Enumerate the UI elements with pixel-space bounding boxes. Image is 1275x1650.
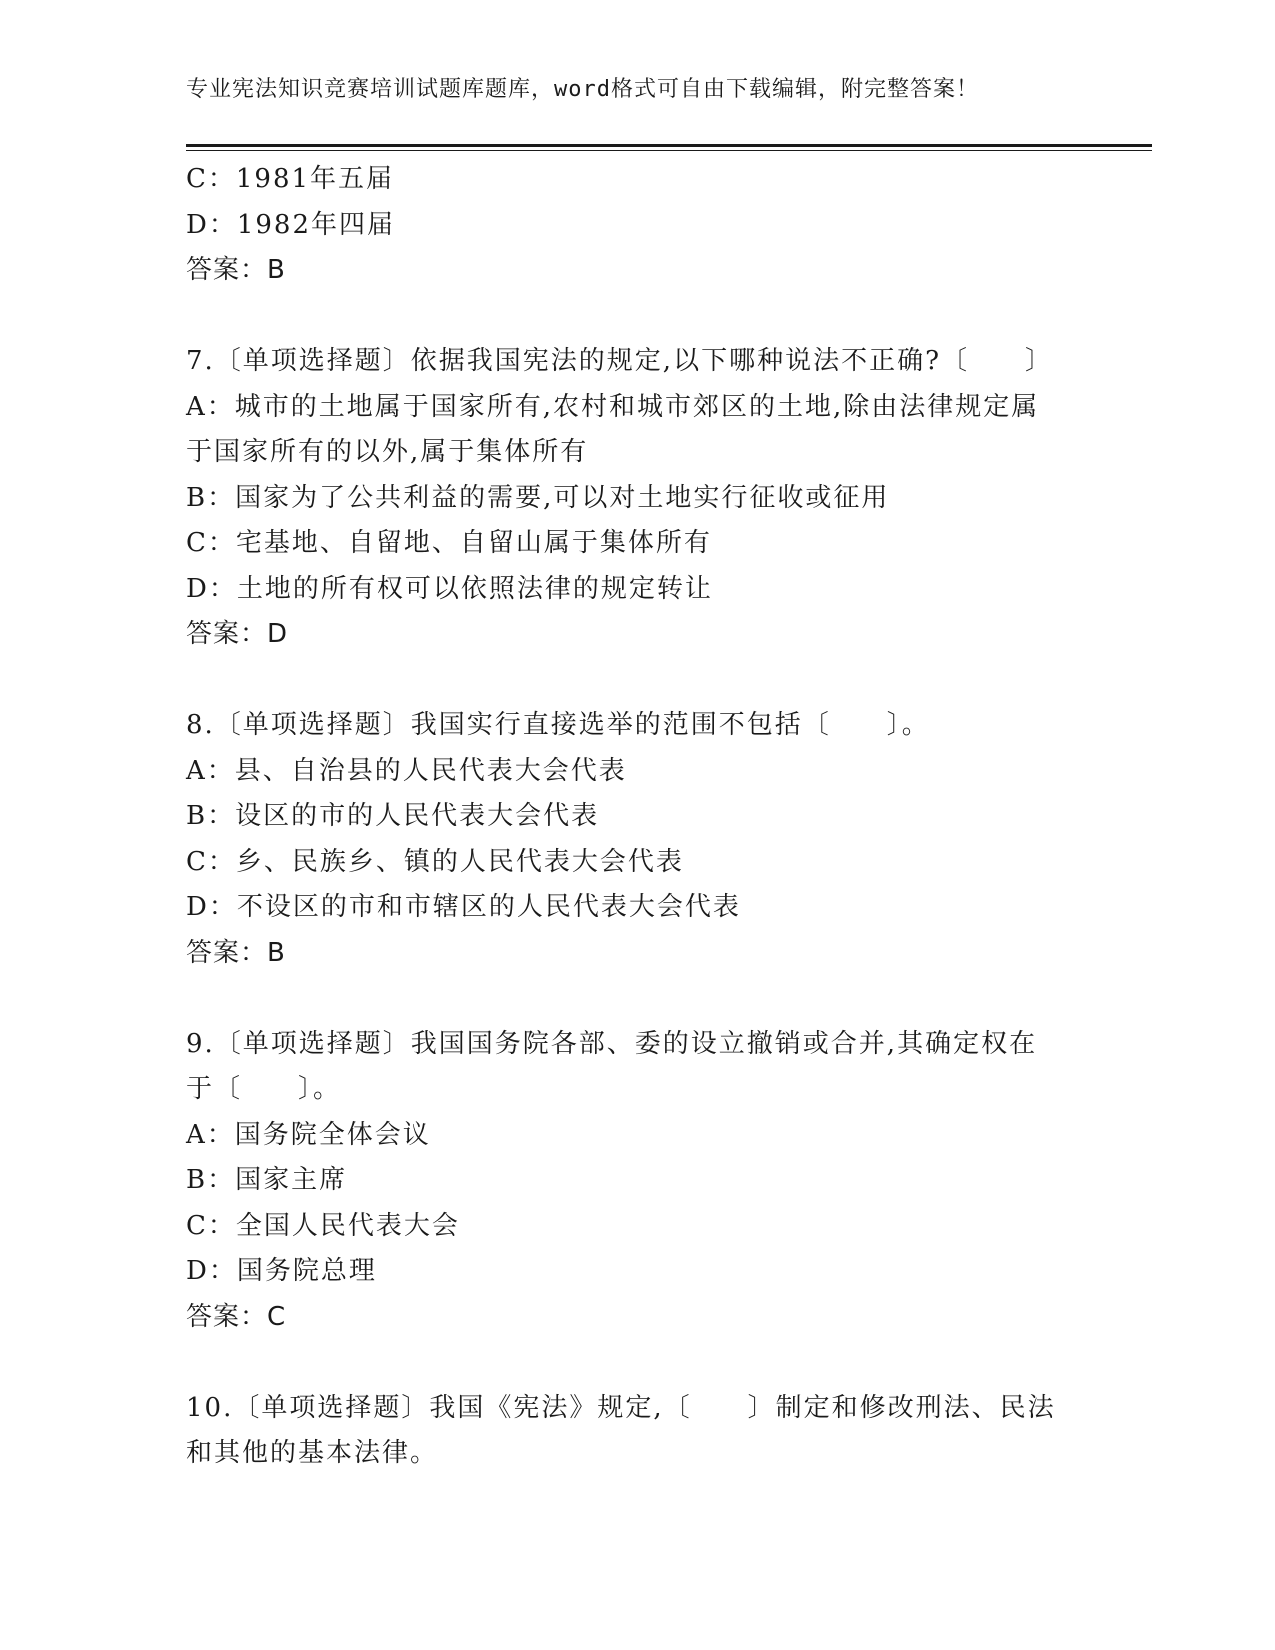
- question-10-stem: 10.〔单项选择题〕我国《宪法》规定,〔 〕制定和修改刑法、民法: [186, 1392, 1056, 1423]
- option-c: C：1981年五届: [186, 164, 395, 194]
- header-rule: [186, 144, 1152, 147]
- question-8-stem: 8.〔单项选择题〕我国实行直接选举的范围不包括〔 〕。: [186, 710, 930, 740]
- answer-line: 答案：B: [186, 255, 286, 285]
- question-9-stem-cont: 于〔 〕。: [186, 1074, 342, 1104]
- question-9-option-b: B：国家主席: [186, 1165, 348, 1195]
- question-7-option-a-cont: 于国家所有的以外,属于集体所有: [186, 437, 589, 467]
- page-header: 专业宪法知识竞赛培训试题库题库，word格式可自由下载编辑，附完整答案！: [186, 77, 979, 102]
- question-8-option-a: A：县、自治县的人民代表大会代表: [186, 755, 627, 786]
- question-8-option-b: B：设区的市的人民代表大会代表: [186, 801, 600, 831]
- question-7-stem: 7.〔单项选择题〕依据我国宪法的规定,以下哪种说法不正确?〔 〕: [186, 346, 1054, 376]
- question-7-option-c: C：宅基地、自留地、自留山属于集体所有: [186, 528, 712, 558]
- question-content: [186, 157, 1066, 1477]
- question-9-option-a: A：国务院全体会议: [186, 1119, 431, 1150]
- question-7-option-d: D：土地的所有权可以依照法律的规定转让: [186, 573, 713, 604]
- question-8-answer: 答案：B: [186, 937, 286, 968]
- question-9-option-d: D：国务院总理: [186, 1256, 377, 1286]
- header-rule-thin: [186, 150, 1152, 151]
- question-8-option-c: C：乡、民族乡、镇的人民代表大会代表: [186, 846, 684, 877]
- question-10-stem-cont: 和其他的基本法律。: [186, 1438, 439, 1468]
- option-d: D：1982年四届: [186, 209, 396, 240]
- question-9-option-c: C：全国人民代表大会: [186, 1210, 460, 1241]
- question-7-option-b: B：国家为了公共利益的需要,可以对土地实行征收或征用: [186, 482, 890, 513]
- question-9-answer: 答案：C: [186, 1301, 287, 1332]
- question-7-answer: 答案：D: [186, 619, 289, 649]
- question-8-option-d: D：不设区的市和市辖区的人民代表大会代表: [186, 892, 741, 922]
- question-9-stem: 9.〔单项选择题〕我国国务院各部、委的设立撤销或合并,其确定权在: [186, 1028, 1038, 1059]
- question-7-option-a: A：城市的土地属于国家所有,农村和城市郊区的土地,除由法律规定属: [186, 391, 1040, 422]
